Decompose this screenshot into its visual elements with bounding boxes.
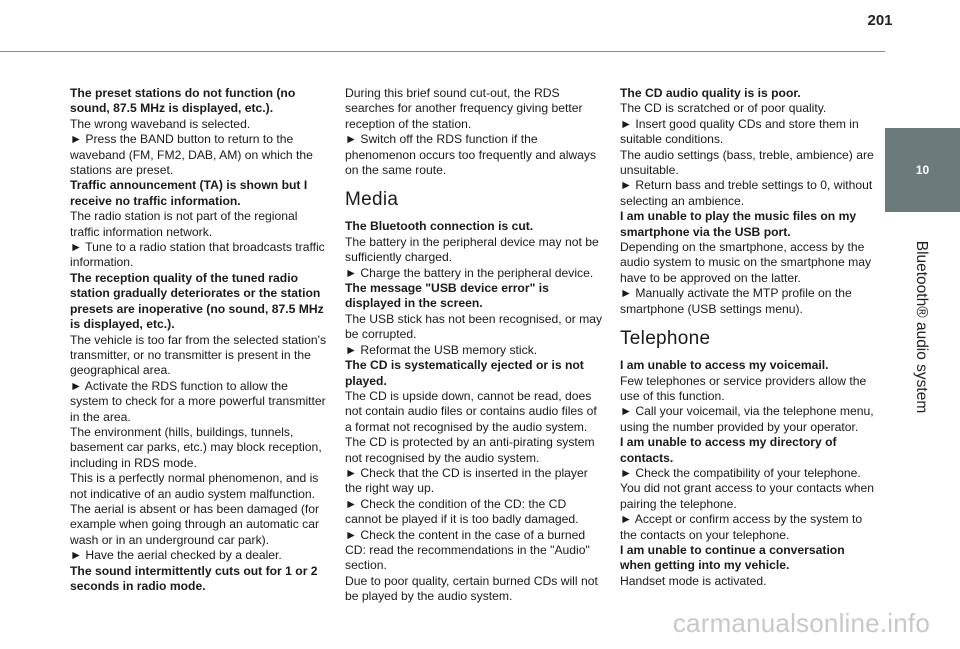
paragraph: ► Insert good quality CDs and store them in suitable conditions. (620, 116, 859, 147)
paragraph: ► Check the content in the case of a burned CD: read the recommendations in the "Audio" section. (345, 527, 590, 573)
chapter-number: 10 (915, 163, 930, 177)
paragraph: ► Tune to a radio station that broadcasts traffic information. (70, 240, 325, 270)
paragraph: The aerial is absent or has been damaged (for example when going through an automatic car wash or in an underground car park). (70, 501, 320, 547)
troubleshoot-question: The message "USB device error" is displayed in the screen. (345, 281, 549, 311)
troubleshoot-question: The sound intermittently cuts out for 1 or 2 seconds in radio mode. (70, 563, 318, 593)
paragraph: ► Activate the RDS function to allow the system to check for a more powerful transmitter in the area. (70, 378, 326, 424)
troubleshoot-question: The CD audio quality is is poor. (620, 86, 801, 100)
paragraph: The CD is upside down, cannot be read, does not contain audio files or contains audio files of a format not recognised by the audio system. (345, 388, 597, 434)
paragraph: Due to poor quality, certain burned CDs will not be played by the audio system. (345, 573, 598, 604)
troubleshoot-question: The CD is systematically ejected or is not played. (345, 358, 584, 388)
text-column-1 (70, 86, 328, 594)
troubleshoot-question: Traffic announcement (TA) is shown but I receive no traffic information. (70, 178, 308, 208)
paragraph: Few telephones or service providers allow the use of this function. (620, 373, 867, 403)
header-divider (0, 51, 885, 52)
paragraph: ► Charge the battery in the peripheral device. (345, 265, 594, 280)
section-heading: Media (345, 189, 399, 211)
watermark: carmanualsonline.info (672, 608, 930, 638)
troubleshoot-question: The reception quality of the tuned radio station gradually deteriorates or the station presets are inoperative (no sound, 87.5 MHz is displayed, etc.). (70, 270, 324, 332)
paragraph: During this brief sound cut-out, the RDS searches for another frequency giving better reception of the station. (345, 86, 583, 131)
chapter-tab (885, 128, 960, 212)
paragraph: ► Switch off the RDS function if the phenomenon occurs too frequently and always on the same route. (345, 132, 597, 178)
paragraph: The environment (hills, buildings, tunnels, basement car parks, etc.) may block reception, including in RDS mode. (70, 424, 322, 470)
paragraph: The USB stick has not been recognised, or may be corrupted. (345, 311, 603, 342)
paragraph: Handset mode is activated. (620, 573, 767, 588)
paragraph: ► Return bass and treble settings to 0, without selecting an ambience. (620, 178, 873, 208)
text-column-3 (620, 86, 878, 589)
paragraph: You did not grant access to your contacts when pairing the telephone. (620, 481, 874, 511)
paragraph: The audio settings (bass, treble, ambience) are unsuitable. (620, 147, 874, 178)
paragraph: The CD is protected by an anti-pirating system not recognised by the audio system. (345, 435, 595, 465)
paragraph: ► Check that the CD is inserted in the player the right way up. (345, 465, 588, 496)
text-column-2 (345, 86, 603, 605)
paragraph: ► Accept or confirm access by the system to the contacts on your telephone. (620, 512, 863, 542)
paragraph: The vehicle is too far from the selected station's transmitter, or no transmitter is present in the geographical area. (70, 332, 327, 378)
paragraph: ► Manually activate the MTP profile on the smartphone (USB settings menu). (620, 286, 852, 316)
troubleshoot-question: I am unable to access my voicemail. (620, 358, 829, 373)
troubleshoot-question: I am unable to continue a conversation when getting into my vehicle. (620, 542, 845, 573)
troubleshoot-question: The preset stations do not function (no sound, 87.5 MHz is displayed, etc.). (70, 86, 296, 116)
chapter-title-container (887, 222, 955, 432)
troubleshoot-question: The Bluetooth connection is cut. (345, 219, 534, 234)
page-number: 201 (867, 12, 893, 29)
paragraph: The wrong waveband is selected. (70, 116, 251, 131)
paragraph: The CD is scratched or of poor quality. (620, 101, 827, 116)
paragraph: ► Reformat the USB memory stick. (345, 342, 538, 357)
paragraph: This is a perfectly normal phenomenon, and is not indicative of an audio system malfunction. (70, 471, 319, 501)
troubleshoot-question: I am unable to access my directory of contacts. (620, 435, 837, 465)
chapter-title: Bluetooth® audio system (913, 240, 930, 414)
paragraph: ► Have the aerial checked by a dealer. (70, 548, 282, 563)
section-heading: Telephone (620, 328, 711, 350)
paragraph: ► Check the condition of the CD: the CD cannot be played if it is too badly damaged. (345, 496, 579, 527)
paragraph: ► Call your voicemail, via the telephone menu, using the number provided by your operator. (620, 404, 874, 434)
paragraph: The radio station is not part of the regional traffic information network. (70, 209, 298, 239)
paragraph: ► Check the compatibility of your telephone. (620, 465, 861, 480)
paragraph: ► Press the BAND button to return to the waveband (FM, FM2, DAB, AM) on which the stations are preset. (70, 132, 313, 178)
troubleshoot-question: I am unable to play the music files on my smartphone via the USB port. (620, 209, 857, 239)
paragraph: Depending on the smartphone, access by the audio system to music on the smartphone may have to be approved on the latter. (620, 240, 872, 285)
paragraph: The battery in the peripheral device may not be sufficiently charged. (345, 234, 599, 265)
